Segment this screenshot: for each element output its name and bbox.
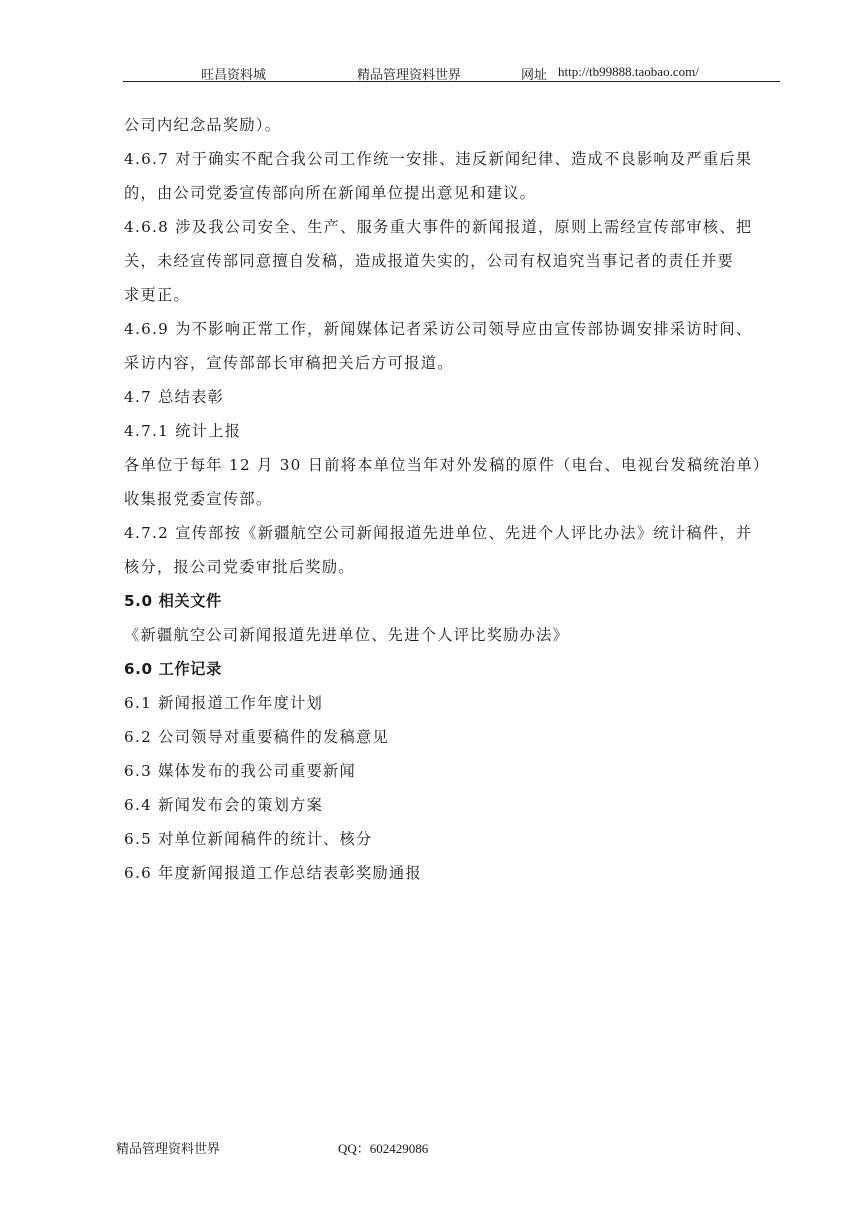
paragraph-line: 求更正。 (124, 286, 190, 304)
paragraph-line: 关，未经宣传部同意擅自发稿，造成报道失实的，公司有权追究当事记者的责任并要 (124, 252, 735, 270)
document-body (124, 108, 780, 890)
paragraph-line: 公司内纪念品奖励）。 (124, 116, 282, 134)
record-item: 6.4 新闻发布会的策划方案 (124, 796, 324, 814)
paragraph-line: 的，由公司党委宣传部向所在新闻单位提出意见和建议。 (124, 184, 537, 202)
footer-qq-contact: QQ：602429086 (338, 1141, 429, 1156)
record-item: 6.3 媒体发布的我公司重要新闻 (124, 762, 357, 780)
paragraph-line: 4.7.2 宣传部按《新疆航空公司新闻报道先进单位、先进个人评比办法》统计稿件，并 (124, 524, 753, 542)
record-item: 6.5 对单位新闻稿件的统计、核分 (124, 830, 373, 848)
header-site-name: 旺昌资料城 (201, 67, 267, 82)
header-url-label: 网址 (521, 67, 548, 82)
paragraph-line: 4.6.8 涉及我公司安全、生产、服务重大事件的新闻报道，原则上需经宣传部审核、把 (124, 218, 753, 236)
header-url-link[interactable]: http://tb99888.taobao.com/ (558, 64, 699, 79)
paragraph-line: 收集报党委宣传部。 (124, 490, 273, 508)
section-heading-work-records: 6.0 工作记录 (124, 660, 222, 678)
section-heading-related-docs: 5.0 相关文件 (124, 592, 222, 610)
record-item: 6.1 新闻报道工作年度计划 (124, 694, 324, 712)
record-item: 6.2 公司领导对重要稿件的发稿意见 (124, 728, 390, 746)
page-header (123, 62, 780, 82)
header-divider (123, 81, 780, 82)
paragraph-line: 采访内容，宣传部部长审稿把关后方可报道。 (124, 354, 454, 372)
paragraph-line: 各单位于每年 12 月 30 日前将本单位当年对外发稿的原件（电台、电视台发稿统治单） (124, 456, 770, 474)
record-item: 6.6 年度新闻报道工作总结表彰奖励通报 (124, 864, 422, 882)
paragraph-line: 4.6.9 为不影响正常工作，新闻媒体记者采访公司领导应由宣传部协调安排采访时间、 (124, 320, 753, 338)
footer-site-name: 精品管理资料世界 (116, 1141, 221, 1156)
related-doc-item: 《新疆航空公司新闻报道先进单位、先进个人评比奖励办法》 (124, 626, 570, 644)
paragraph-line: 4.6.7 对于确实不配合我公司工作统一安排、违反新闻纪律、造成不良影响及严重后果 (124, 150, 753, 168)
section-heading-4-7: 4.7 总结表彰 (124, 388, 225, 406)
paragraph-line: 核分，报公司党委审批后奖励。 (124, 558, 355, 576)
header-tagline: 精品管理资料世界 (357, 67, 462, 82)
subsection-heading-4-7-1: 4.7.1 统计上报 (124, 422, 242, 440)
